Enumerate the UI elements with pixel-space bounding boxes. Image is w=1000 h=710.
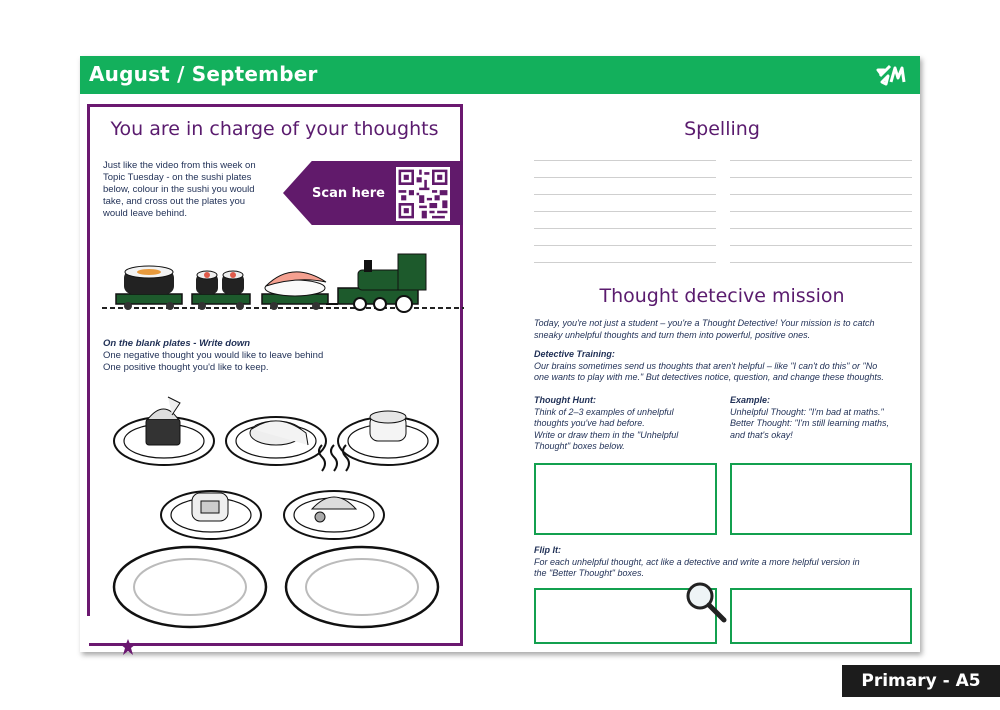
intro-line: take, and cross out the plates you bbox=[103, 196, 246, 207]
mission-intro-line: Today, you're not just a student – you're a Thought Detective! Your mission is to catch bbox=[534, 318, 875, 328]
hunt-line: Thought" boxes below. bbox=[534, 441, 625, 451]
unhelpful-thought-box[interactable] bbox=[730, 463, 912, 535]
spelling-line[interactable] bbox=[730, 177, 912, 178]
example-block bbox=[730, 395, 916, 441]
spelling-line[interactable] bbox=[730, 194, 912, 195]
header-banner bbox=[80, 56, 920, 94]
hunt-line: thoughts you've had before. bbox=[534, 418, 645, 428]
flip-heading: Flip It: bbox=[534, 545, 561, 555]
spelling-line[interactable] bbox=[534, 228, 716, 229]
level-badge: Primary - A5 bbox=[842, 665, 1000, 697]
spelling-title: Spelling bbox=[684, 118, 760, 140]
spelling-line[interactable] bbox=[730, 245, 912, 246]
thought-hunt bbox=[534, 395, 720, 453]
magnifier-icon bbox=[684, 580, 728, 624]
star-icon bbox=[120, 639, 136, 655]
intro-line: would leave behind. bbox=[103, 208, 187, 219]
example-line: Unhelpful Thought: "I'm bad at maths." bbox=[730, 406, 884, 417]
better-thought-box[interactable] bbox=[730, 588, 912, 644]
mission-title: Thought detecive mission bbox=[599, 285, 845, 307]
example-line: and that's okay! bbox=[730, 429, 793, 440]
training-line: one wants to play with me." But detectives notice, question, and change these thoughts. bbox=[534, 372, 884, 382]
detective-training bbox=[534, 349, 914, 384]
spelling-line[interactable] bbox=[534, 160, 716, 161]
example-line: Better Thought: "I'm still learning maths, bbox=[730, 418, 889, 428]
spelling-line[interactable] bbox=[730, 160, 912, 161]
blank-plates-line: One positive thought you'd like to keep. bbox=[103, 362, 269, 373]
intro-line: Just like the video from this week on bbox=[103, 160, 256, 171]
intro-line: Topic Tuesday - on the sushi plates bbox=[103, 172, 252, 183]
blank-plates-heading: On the blank plates - Write down bbox=[103, 338, 251, 349]
spelling-line[interactable] bbox=[730, 211, 912, 212]
training-heading: Detective Training: bbox=[534, 349, 615, 359]
hunt-line: Think of 2–3 examples of unhelpful bbox=[534, 406, 674, 417]
training-line: Our brains sometimes send us thoughts that aren't helpful – like "I can't do this" or "No bbox=[534, 360, 878, 371]
left-panel-rule bbox=[87, 104, 90, 616]
spelling-line[interactable] bbox=[534, 211, 716, 212]
qr-code[interactable] bbox=[396, 167, 450, 221]
sushi-train bbox=[102, 246, 464, 318]
intro-line: below, colour in the sushi you would bbox=[103, 184, 255, 195]
intro-text bbox=[103, 160, 279, 220]
spelling-line[interactable] bbox=[730, 262, 912, 263]
hunt-line: Write or draw them in the "Unhelpful bbox=[534, 429, 679, 440]
spelling-line[interactable] bbox=[534, 194, 716, 195]
spelling-line[interactable] bbox=[534, 262, 716, 263]
blank-plates-line: One negative thought you would like to leave behind bbox=[103, 350, 324, 361]
scan-label: Scan here bbox=[312, 186, 385, 201]
spelling-line[interactable] bbox=[534, 245, 716, 246]
flip-line: For each unhelpful thought, act like a detective and write a more helpful version in bbox=[534, 556, 860, 567]
example-heading: Example: bbox=[730, 395, 771, 405]
spelling-line[interactable] bbox=[730, 228, 912, 229]
logo-icon bbox=[876, 62, 910, 88]
header-title: August / September bbox=[89, 62, 318, 86]
left-title: You are in charge of your thoughts bbox=[110, 118, 439, 140]
left-panel-bottom-rule bbox=[128, 643, 463, 646]
mission-intro bbox=[534, 318, 914, 341]
flip-line: the "Better Thought" boxes. bbox=[534, 568, 644, 578]
mission-intro-line: sneaky unhelpful thoughts and turn them into powerful, positive ones. bbox=[534, 329, 811, 340]
sushi-plates bbox=[108, 388, 448, 638]
flip-it bbox=[534, 545, 914, 580]
hunt-heading: Thought Hunt: bbox=[534, 395, 596, 405]
spelling-line[interactable] bbox=[534, 177, 716, 178]
unhelpful-thought-box[interactable] bbox=[534, 463, 717, 535]
